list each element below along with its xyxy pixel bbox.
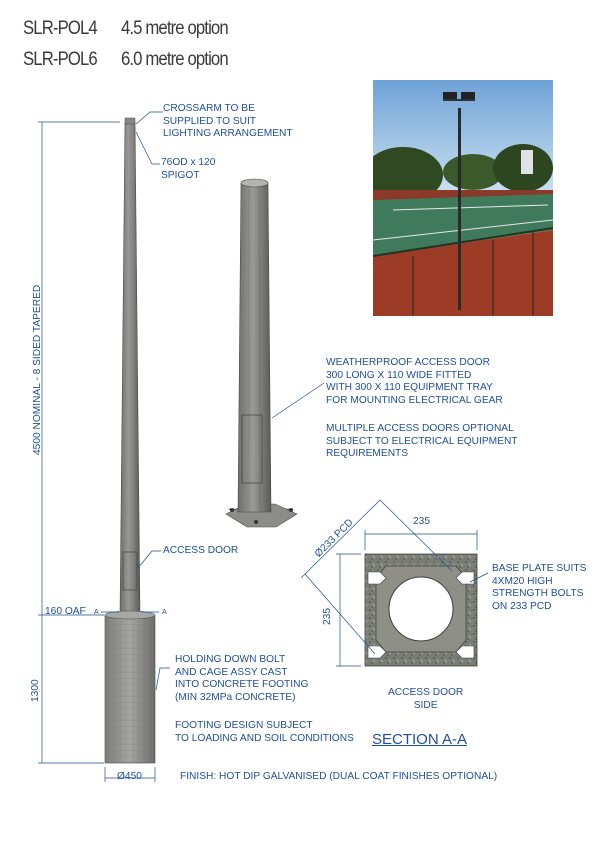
height-dimension-label: 4500 NOMINAL - 8 SIDED TAPERED bbox=[32, 284, 43, 455]
model-code-pol6: SLR-POL6 bbox=[23, 49, 97, 70]
weatherproof-door-note: WEATHERPROOF ACCESS DOOR 300 LONG X 110 WIDE FITTED WITH 300 X 110 EQUIPMENT TRAY FOR MOUNTING ELECTRICAL GEAR bbox=[326, 357, 503, 406]
crossarm-note: CROSSARM TO BE SUPPLIED TO SUIT LIGHTING ARRANGEMENT bbox=[163, 103, 293, 139]
pole-closeup bbox=[226, 179, 324, 527]
holding-bolt-note: HOLDING DOWN BOLT AND CAGE ASSY CAST INTO CONCRETE FOOTING (MIN 32MPa CONCRETE) bbox=[175, 654, 309, 703]
pcd-label: Ø233 PCD bbox=[313, 517, 356, 560]
multiple-doors-note: MULTIPLE ACCESS DOORS OPTIONAL SUBJECT TO ELECTRICAL EQUIPMENT REQUIREMENTS bbox=[326, 423, 518, 459]
section-marker-right: A bbox=[162, 609, 167, 616]
concrete-footing bbox=[105, 611, 155, 763]
model-code-pol4: SLR-POL4 bbox=[23, 18, 97, 39]
section-marker-left: A bbox=[94, 609, 99, 616]
installation-photo bbox=[373, 80, 553, 316]
plate-width-label: 235 bbox=[413, 516, 430, 527]
section-title: SECTION A-A bbox=[372, 731, 468, 748]
footing-diameter-label: Ø450 bbox=[117, 771, 142, 782]
access-door-side-label: ACCESS DOOR SIDE bbox=[388, 687, 464, 711]
plate-height-label: 235 bbox=[322, 608, 333, 625]
finish-note: FINISH: HOT DIP GALVANISED (DUAL COAT FINISHES OPTIONAL) bbox=[180, 771, 498, 782]
main-pole bbox=[120, 118, 140, 615]
spigot bbox=[125, 118, 135, 124]
model-desc-pol6: 6.0 metre option bbox=[121, 49, 228, 70]
oaf-dimension-label: 160 OAF bbox=[45, 606, 86, 617]
access-door-label: ACCESS DOOR bbox=[163, 545, 239, 556]
spigot-note: 76OD x 120 SPIGOT bbox=[161, 157, 216, 181]
footing-design-note: FOOTING DESIGN SUBJECT TO LOADING AND SOIL CONDITIONS bbox=[175, 720, 354, 744]
base-plate-section bbox=[365, 554, 477, 666]
footing-depth-label: 1300 bbox=[30, 679, 41, 702]
model-desc-pol4: 4.5 metre option bbox=[121, 18, 228, 39]
base-plate-note: BASE PLATE SUITS 4XM20 HIGH STRENGTH BOLTS ON 233 PCD bbox=[492, 563, 587, 612]
